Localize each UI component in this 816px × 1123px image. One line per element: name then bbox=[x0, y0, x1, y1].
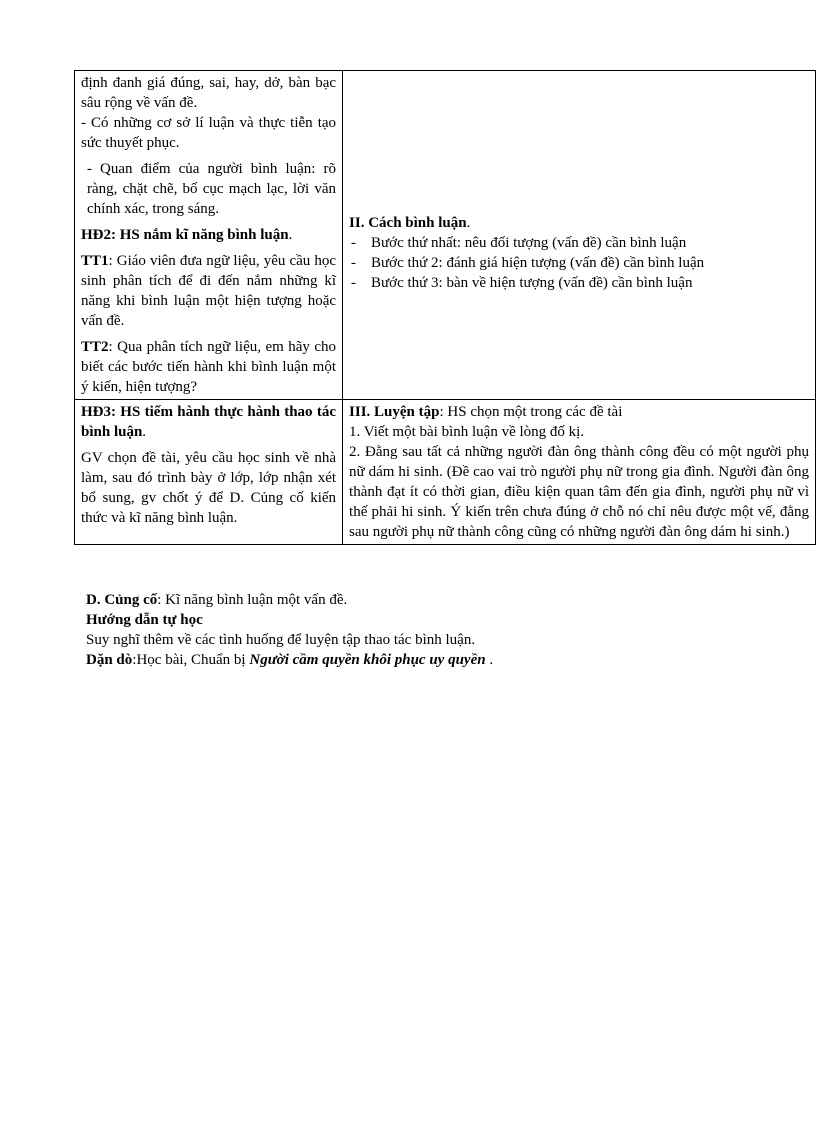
list-item: - Bước thứ nhất: nêu đối tượng (vấn đề) cần bình luận bbox=[349, 233, 809, 253]
homework-text: :Học bài, Chuẩn bị bbox=[132, 652, 250, 668]
spacer bbox=[349, 73, 809, 213]
point-text: - Có những cơ sở lí luận và thực tiễn tạo sức thuyết phục. bbox=[81, 115, 337, 151]
activity-title-suffix: . bbox=[288, 227, 293, 243]
activity-title: HĐ3: HS tiếm hành thực hành thao tác bình luận bbox=[81, 404, 337, 440]
steps-list bbox=[349, 233, 809, 293]
section-title: III. Luyện tập bbox=[349, 404, 440, 420]
list-item: - Bước thứ 2: đánh giá hiện tượng (vấn đề) cần bình luận bbox=[349, 253, 809, 273]
table-row bbox=[75, 71, 816, 400]
section-heading-iii bbox=[349, 402, 809, 422]
task-paragraph-tt2 bbox=[81, 337, 336, 397]
consolidate-label: D. Củng cố bbox=[86, 592, 158, 608]
section-title-suffix: : HS chọn một trong các đề tài bbox=[439, 404, 623, 420]
task-paragraph-tt1 bbox=[81, 251, 336, 331]
section-title: II. Cách bình luận bbox=[349, 215, 467, 231]
teacher-instruction: GV chọn đề tài, yêu cầu học sinh về nhà làm, sau đó trình bày ở lớp, lớp nhận xét bổ sung, gv chốt ý để D. Củng cố kiến thức và kĩ năng bình luận. bbox=[81, 450, 337, 526]
activity-heading-hd2 bbox=[81, 225, 336, 245]
task-text: : Giáo viên đưa ngữ liệu, yêu cầu học sinh phân tích để đi đến nắm những kĩ năng khi bình luận một hiện tượng hoặc vấn đề. bbox=[81, 253, 337, 329]
activity-title-suffix: . bbox=[142, 424, 147, 440]
task-label: TT2 bbox=[81, 339, 109, 355]
activity-title: HĐ2: HS nắm kĩ năng bình luận bbox=[81, 227, 289, 243]
table-row bbox=[75, 400, 816, 545]
homework-label: Dặn dò bbox=[86, 652, 133, 668]
intro-text: định đanh giá đúng, sai, hay, dở, bàn bạc sâu rộng về vấn đề. bbox=[81, 75, 337, 111]
list-item: - Bước thứ 3: bàn về hiện tượng (vấn đề) cần bình luận bbox=[349, 273, 809, 293]
homework-end: . bbox=[485, 652, 494, 668]
point-text: - Quan điểm của người bình luận: rõ ràng, chặt chẽ, bố cục mạch lạc, lời văn chính xác, trong sáng. bbox=[87, 161, 337, 217]
section-title-suffix: . bbox=[466, 215, 471, 231]
section-heading-ii bbox=[349, 213, 809, 233]
activity-heading-hd3 bbox=[81, 402, 336, 442]
table-cell-content bbox=[343, 400, 816, 545]
homework-title: Người cầm quyền khôi phục uy quyền bbox=[249, 652, 486, 668]
selfstudy-text: Suy nghĩ thêm về các tình huống để luyện tập thao tác bình luận. bbox=[86, 632, 476, 648]
topic-item: 1. Viết một bài bình luận về lòng đố kị. bbox=[349, 424, 585, 440]
table-cell-activities bbox=[75, 71, 343, 400]
table-cell-content bbox=[343, 71, 816, 400]
homework-line bbox=[86, 650, 786, 670]
consolidate-text: : Kĩ năng bình luận một vấn đề. bbox=[157, 592, 348, 608]
table-cell-activities bbox=[75, 400, 343, 545]
lesson-table bbox=[74, 70, 816, 545]
topic-item: 2. Đằng sau tất cả những người đàn ông thành công đều có một người phụ nữ dám hi sinh. (Đề cao vai trò người phụ nữ trong gia đình. Người đàn ông thành đạt ít có thời gian, điều kiện quan tâm đến gia đình, người phụ nữ vì thế phải hi sinh. Ý kiến trên chưa đúng ở chỗ nó chỉ nêu được một vế, đằng sau người phụ nữ thành công cũng có những người đàn ông dám hi sinh.) bbox=[349, 444, 809, 540]
lesson-footer bbox=[86, 590, 786, 670]
task-label: TT1 bbox=[81, 253, 109, 269]
selfstudy-heading: Hướng dẫn tự học bbox=[86, 612, 203, 628]
task-text: : Qua phân tích ngữ liệu, em hãy cho biết các bước tiến hành khi bình luận một ý kiến, hiện tượng? bbox=[81, 339, 337, 395]
consolidate-line bbox=[86, 590, 786, 610]
